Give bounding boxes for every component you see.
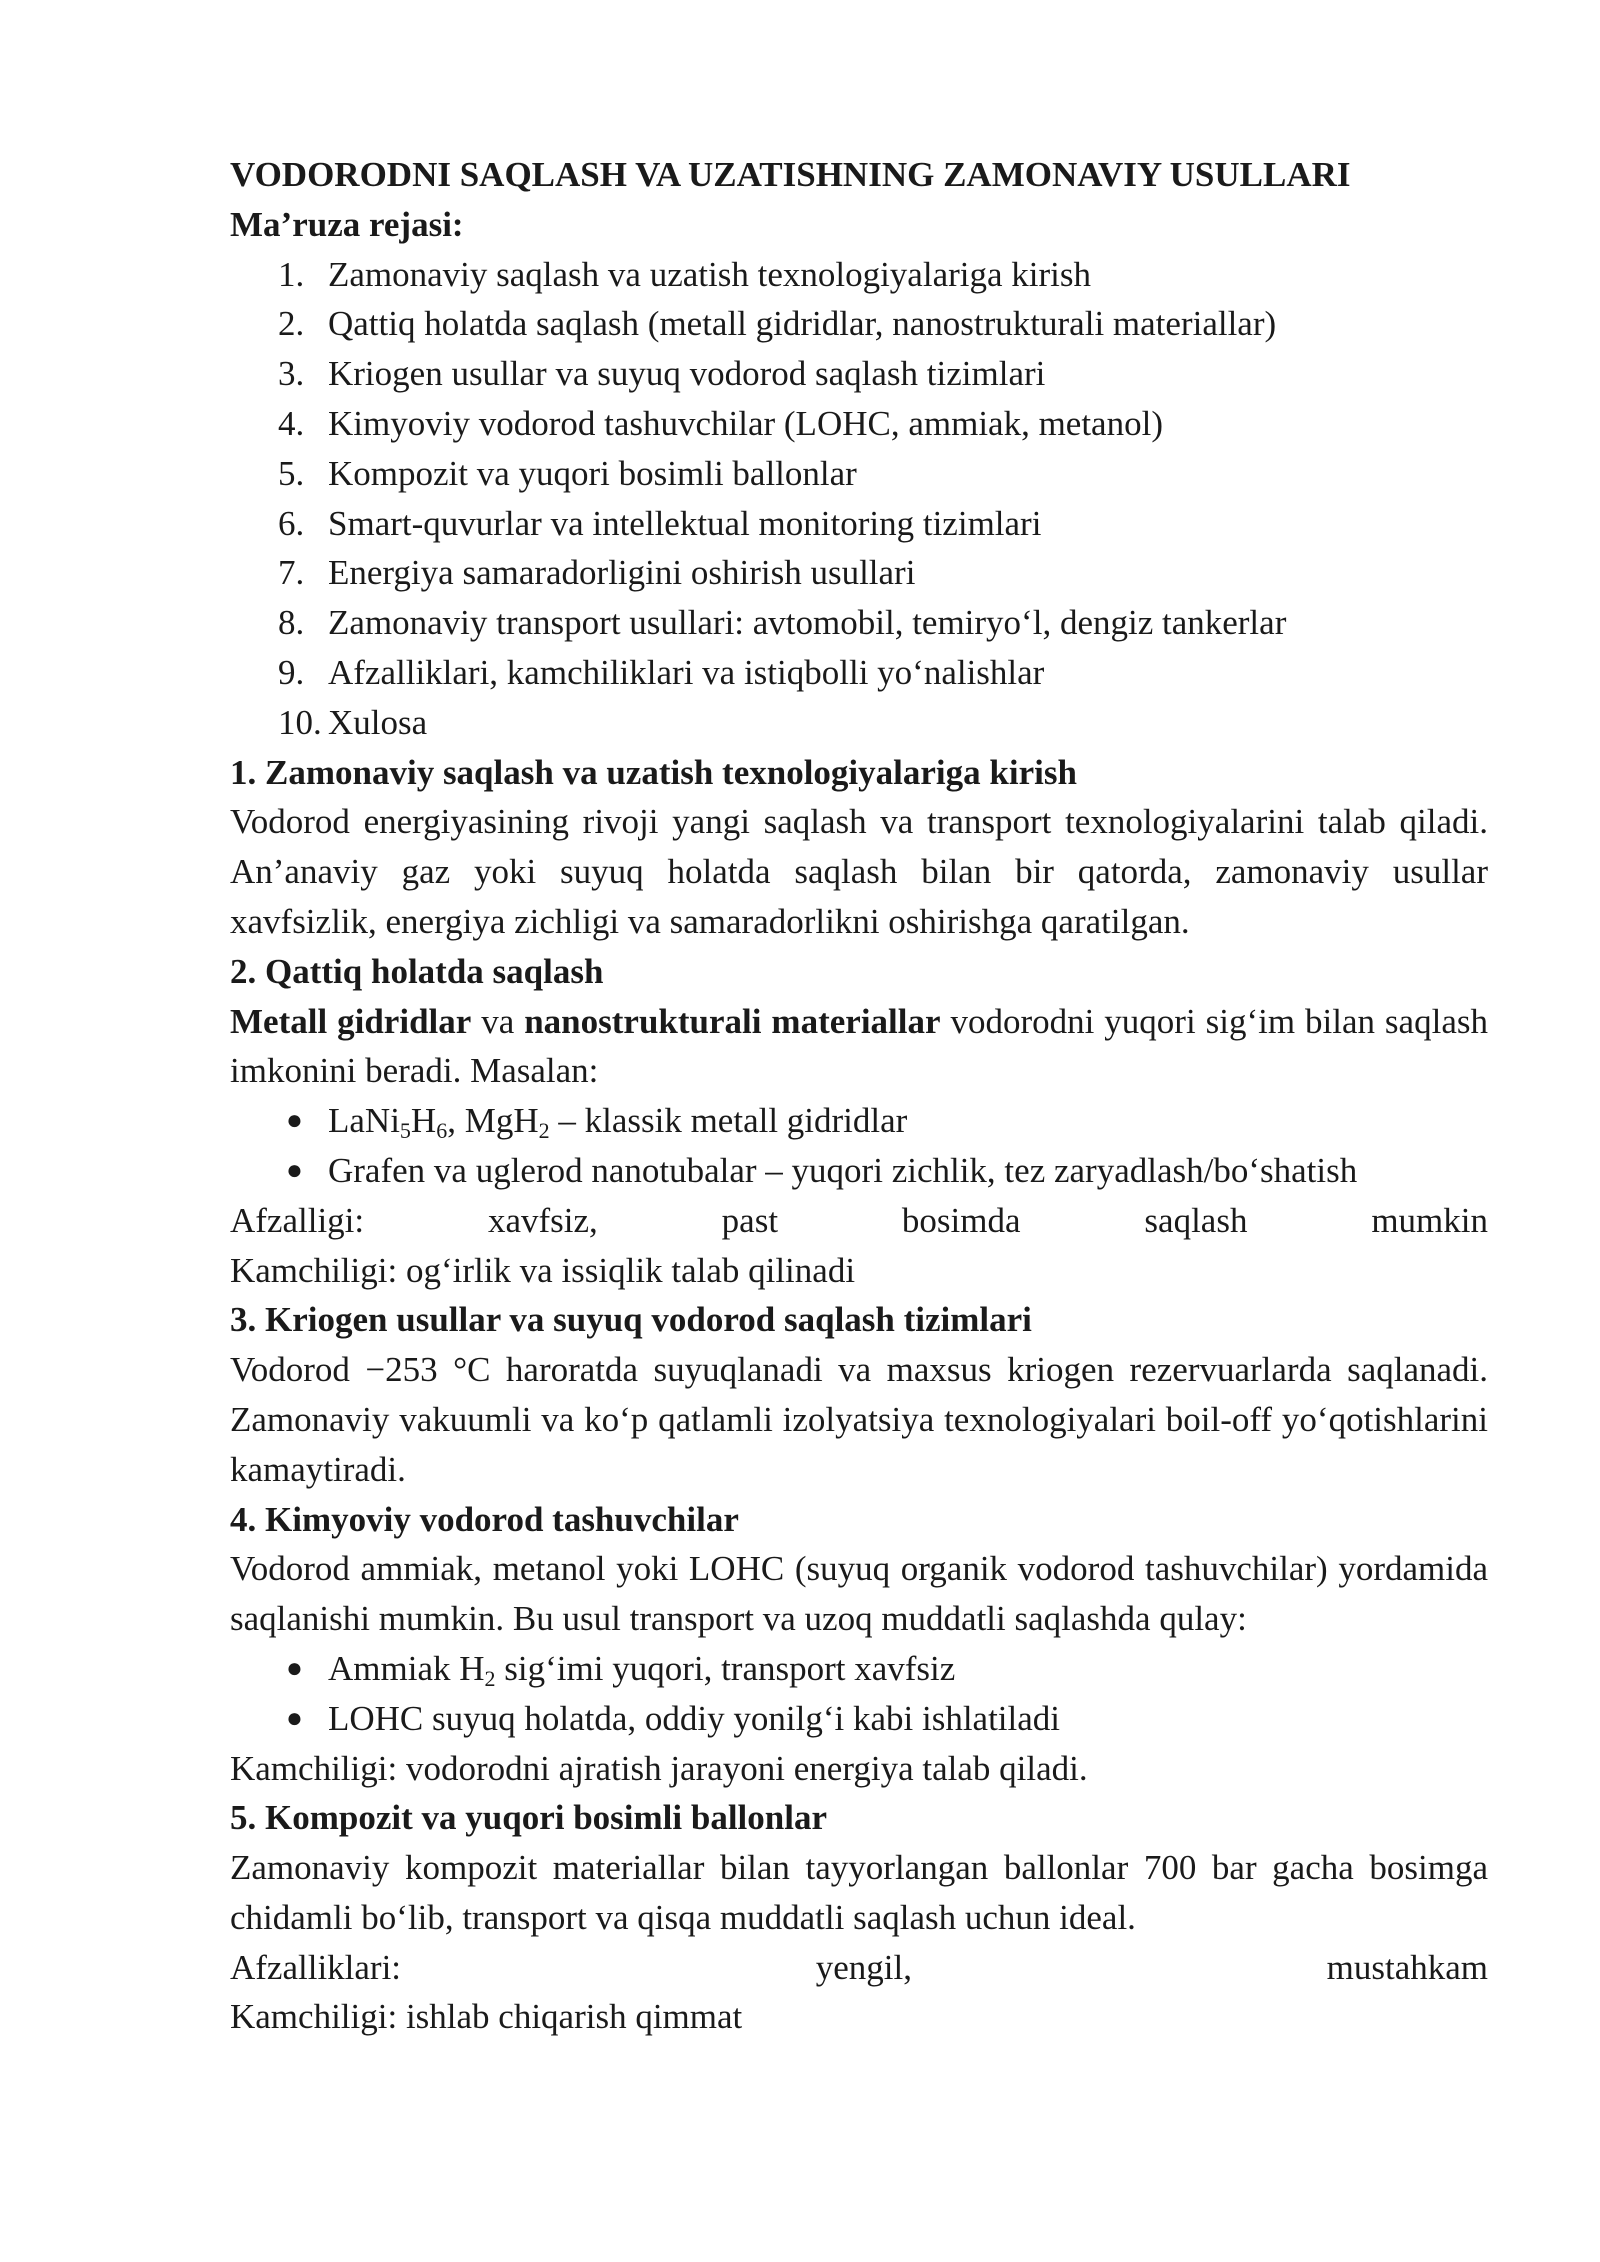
disadvantage-line: Kamchiligi: vodorodni ajratish jarayoni energiya talab qiladi. bbox=[230, 1748, 1088, 1788]
list-item-text: Kompozit va yuqori bosimli ballonlar bbox=[328, 453, 857, 493]
list-item-text: Zamonaviy saqlash va uzatish texnologiyalariga kirish bbox=[328, 254, 1091, 294]
formula-text: , MgH bbox=[447, 1101, 539, 1141]
paragraph-text: vodorodni yuqori sig‘im bilan saqlash imkonini beradi. Masalan: bbox=[230, 1001, 1488, 1091]
lecture-plan-list bbox=[230, 250, 1488, 748]
list-item bbox=[230, 1694, 1488, 1744]
formula-text: sig‘imi yuqori, transport xavfsiz bbox=[495, 1648, 956, 1688]
list-item-text: Afzalliklari, kamchiliklari va istiqbolli yo‘nalishlar bbox=[328, 652, 1045, 692]
section-1-heading: 1. Zamonaviy saqlash va uzatish texnologiyalariga kirish bbox=[230, 752, 1077, 792]
section-3-paragraph: Vodorod −253 °C haroratda suyuqlanadi va maxsus kriogen rezervuarlarda saqlanadi. Zamonaviy vakuumli va ko‘p qatlamli izolyatsiya texnologiyalari boil-off yo‘qotishlarini kamaytiradi. bbox=[230, 1350, 1488, 1489]
subscript: 5 bbox=[399, 1118, 411, 1144]
list-item bbox=[230, 1644, 1488, 1694]
list-item bbox=[230, 598, 1488, 648]
list-item bbox=[230, 698, 1488, 748]
bullet-icon: ● bbox=[286, 1154, 303, 1186]
section-4-paragraph: Vodorod ammiak, metanol yoki LOHC (suyuq organik vodorod tashuvchilar) yordamida saqlanishi mumkin. Bu usul transport va uzoq muddatli saqlashda qulay: bbox=[230, 1549, 1488, 1639]
section-2-bullet-list bbox=[230, 1096, 1488, 1196]
section-5-paragraph: Zamonaviy kompozit materiallar bilan tayyorlangan ballonlar 700 bar gacha bosimga chidamli bo‘lib, transport va qisqa muddatli saqlash uchun ideal. bbox=[230, 1848, 1488, 1937]
section-4-heading: 4. Kimyoviy vodorod tashuvchilar bbox=[230, 1499, 739, 1539]
formula-text: – klassik metall gidridlar bbox=[549, 1101, 908, 1141]
section-5-heading: 5. Kompozit va yuqori bosimli ballonlar bbox=[230, 1798, 827, 1838]
advantage-line: Afzalligi: xavfsiz, past bosimda saqlash mumkin bbox=[230, 1200, 1488, 1240]
paragraph-text: va bbox=[471, 1001, 525, 1041]
list-item-text: Energiya samaradorligini oshirish usullari bbox=[328, 553, 916, 593]
list-item bbox=[230, 648, 1488, 698]
list-item bbox=[230, 548, 1488, 598]
subscript: 2 bbox=[538, 1118, 550, 1144]
list-item-text: LOHC suyuq holatda, oddiy yonilg‘i kabi ishlatiladi bbox=[328, 1698, 1061, 1738]
list-item bbox=[230, 1096, 1488, 1146]
list-item bbox=[230, 250, 1488, 300]
list-item-number: 3. bbox=[278, 354, 305, 394]
list-item bbox=[230, 299, 1488, 349]
list-item-number: 5. bbox=[278, 453, 305, 493]
disadvantage-line: Kamchiligi: og‘irlik va issiqlik talab qilinadi bbox=[230, 1250, 856, 1290]
formula-text: LaNi bbox=[328, 1101, 400, 1141]
bullet-icon: ● bbox=[286, 1702, 303, 1734]
list-item bbox=[230, 499, 1488, 549]
list-item-number: 2. bbox=[278, 304, 305, 344]
list-item-number: 9. bbox=[278, 652, 305, 692]
list-item-text: Zamonaviy transport usullari: avtomobil, temiryo‘l, dengiz tankerlar bbox=[328, 603, 1287, 643]
list-item-text: Kimyoviy vodorod tashuvchilar (LOHC, ammiak, metanol) bbox=[328, 403, 1163, 443]
list-item-text: Qattiq holatda saqlash (metall gidridlar, nanostrukturali materiallar) bbox=[328, 304, 1277, 344]
document-page bbox=[230, 150, 1488, 2042]
list-item-text: Kriogen usullar va suyuq vodorod saqlash tizimlari bbox=[328, 354, 1046, 394]
section-3-heading: 3. Kriogen usullar va suyuq vodorod saqlash tizimlari bbox=[230, 1300, 1032, 1340]
list-item bbox=[230, 399, 1488, 449]
bold-term: Metall gidridlar bbox=[230, 1001, 472, 1041]
list-item-text: Grafen va uglerod nanotubalar – yuqori zichlik, tez zaryadlash/bo‘shatish bbox=[328, 1150, 1358, 1190]
section-2-heading: 2. Qattiq holatda saqlash bbox=[230, 951, 604, 991]
list-item bbox=[230, 349, 1488, 399]
list-item-number: 8. bbox=[278, 603, 305, 643]
advantage-line: Afzalliklari: yengil, mustahkam bbox=[230, 1947, 1488, 1987]
bold-term: nanostrukturali materiallar bbox=[524, 1001, 941, 1041]
subscript: 2 bbox=[484, 1665, 496, 1691]
section-2-paragraph bbox=[230, 997, 1488, 1097]
bullet-icon: ● bbox=[286, 1105, 303, 1137]
list-item-number: 6. bbox=[278, 503, 305, 543]
bullet-icon: ● bbox=[286, 1652, 303, 1684]
list-item-number: 10. bbox=[278, 702, 322, 742]
section-1-paragraph: Vodorod energiyasining rivoji yangi saqlash va transport texnologiyalarini talab qiladi. An’anaviy gaz yoki suyuq holatda saqlash bilan bir qatorda, zamonaviy usullar xavfsizlik, energiya zichligi va samaradorlikni oshirishga qaratilgan. bbox=[230, 802, 1488, 941]
subscript: 6 bbox=[436, 1118, 448, 1144]
list-item-number: 4. bbox=[278, 403, 305, 443]
formula-text: Ammiak H bbox=[328, 1648, 485, 1688]
formula-text: H bbox=[410, 1101, 437, 1141]
list-item-number: 7. bbox=[278, 553, 305, 593]
list-item bbox=[230, 1146, 1488, 1196]
disadvantage-line: Kamchiligi: ishlab chiqarish qimmat bbox=[230, 1997, 743, 2037]
plan-heading: Ma’ruza rejasi: bbox=[230, 204, 464, 244]
list-item-text: Smart-quvurlar va intellektual monitoring tizimlari bbox=[328, 503, 1042, 543]
list-item bbox=[230, 449, 1488, 499]
list-item-text: Xulosa bbox=[328, 702, 428, 742]
list-item-number: 1. bbox=[278, 254, 305, 294]
section-4-bullet-list bbox=[230, 1644, 1488, 1744]
document-title: VODORODNI SAQLASH VA UZATISHNING ZAMONAVIY USULLARI bbox=[230, 155, 1351, 194]
